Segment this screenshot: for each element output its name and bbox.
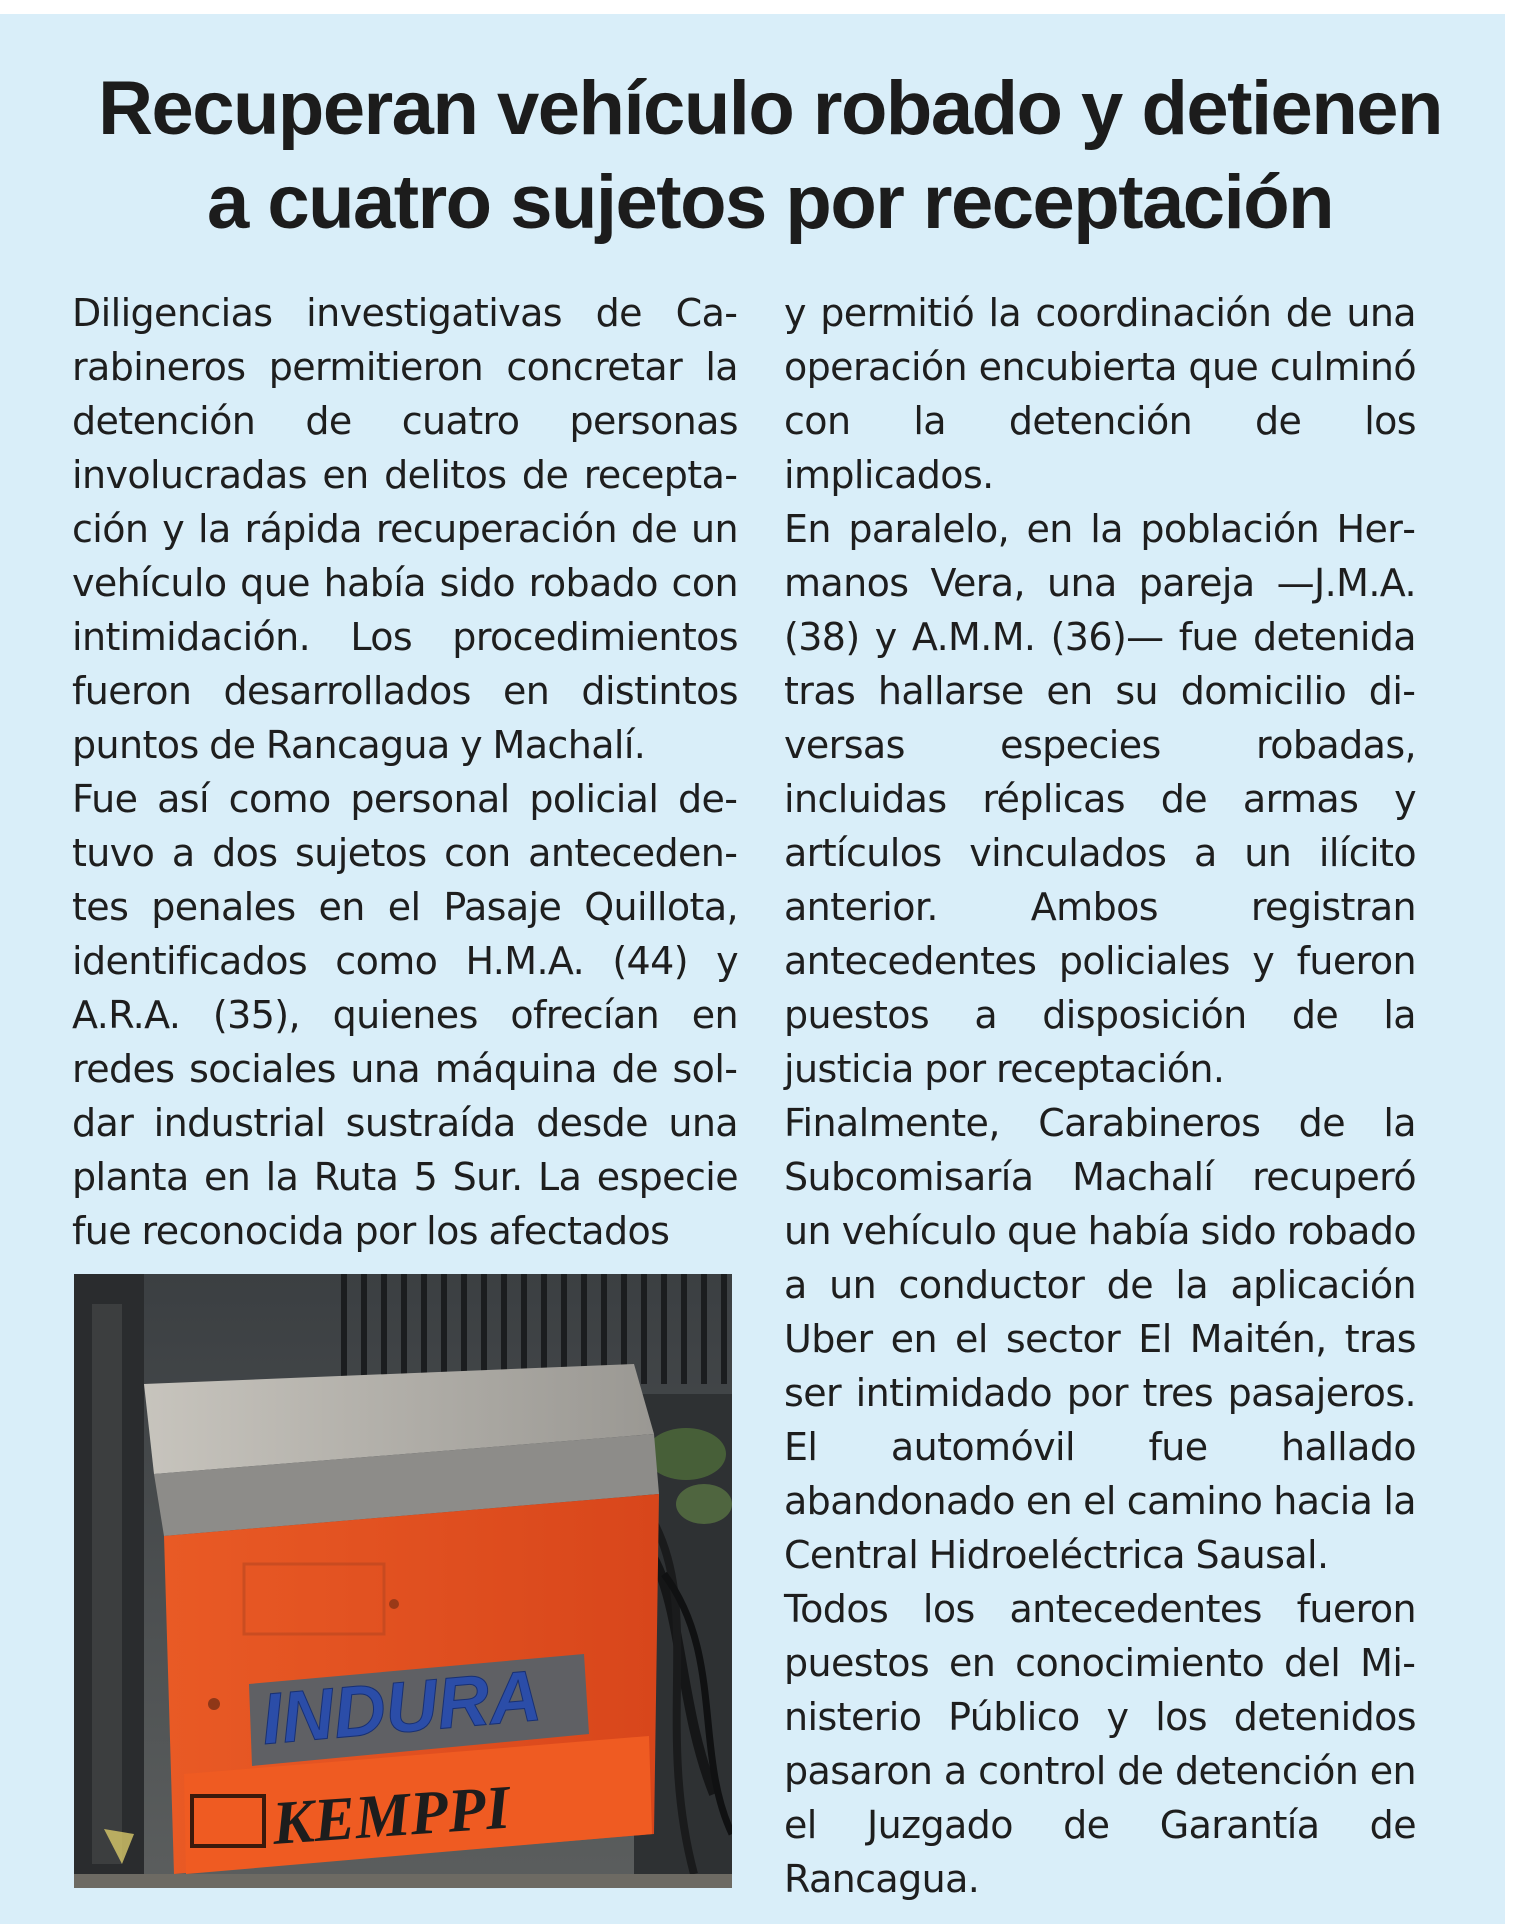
paragraph-intro: Diligencias investigativas de Carabineros permitieron concretar la detención de cuatro personas involucradas en delitos de receptación y la rápida recuperación de un vehículo que había sido robado con intimidación. Los procedimientos fueron desarrollados en distintos puntos de Rancagua y Machalí. — [72, 291, 738, 767]
headline — [40, 62, 1500, 250]
welding-machine-photo — [74, 1274, 732, 1888]
paragraph-hermanos-vera: En paralelo, en la población Hermanos Vera, una pareja —J.M.A. (38) y A.M.M. (36)— fue detenida tras hallarse en su domicilio diversas especies robadas, incluidas réplicas de armas y artículos vinculados a un ilícito anterior. Ambos registran antecedentes policiales y fueron puestos a disposición de la justicia por receptación. — [784, 507, 1416, 1091]
headline-line-2: a cuatro sujetos por receptación — [206, 160, 1334, 245]
paragraph-operation: y permitió la coordinación de una operación encubierta que culminó con la detención de los implicados. — [784, 291, 1416, 497]
right-column — [784, 286, 1416, 1906]
paragraph-vehicle: Finalmente, Carabineros de la Subcomisaría Machalí recuperó un vehículo que había sido robado a un conductor de la aplicación Uber en el sector El Maitén, tras ser intimidado por tres pasajeros. El automóvil fue hallado abandonado en el camino hacia la Central Hidroeléctrica Sausal. — [784, 1101, 1416, 1577]
indura-logo-text: INDURA — [258, 1655, 545, 1760]
paragraph-welding-machine: Fue así como personal policial detuvo a dos sujetos con antecedentes penales en el Pasaje Quillota, identificados como H.M.A. (44) y A.R.A. (35), quienes ofrecían en redes sociales una máquina de soldar industrial sustraída desde una planta en la Ruta 5 Sur. La especie fue reconocida por los afectados — [72, 777, 738, 1253]
left-column — [72, 286, 738, 1258]
paragraph-conclusion: Todos los antecedentes fueron puestos en conocimiento del Ministerio Público y los detenidos pasaron a control de detención en el Juzgado de Garantía de Rancagua. — [784, 1587, 1416, 1901]
headline-line-1: Recuperan vehículo robado y detienen — [98, 66, 1442, 151]
kemppi-logo-text: KEMPPI — [270, 1773, 513, 1858]
